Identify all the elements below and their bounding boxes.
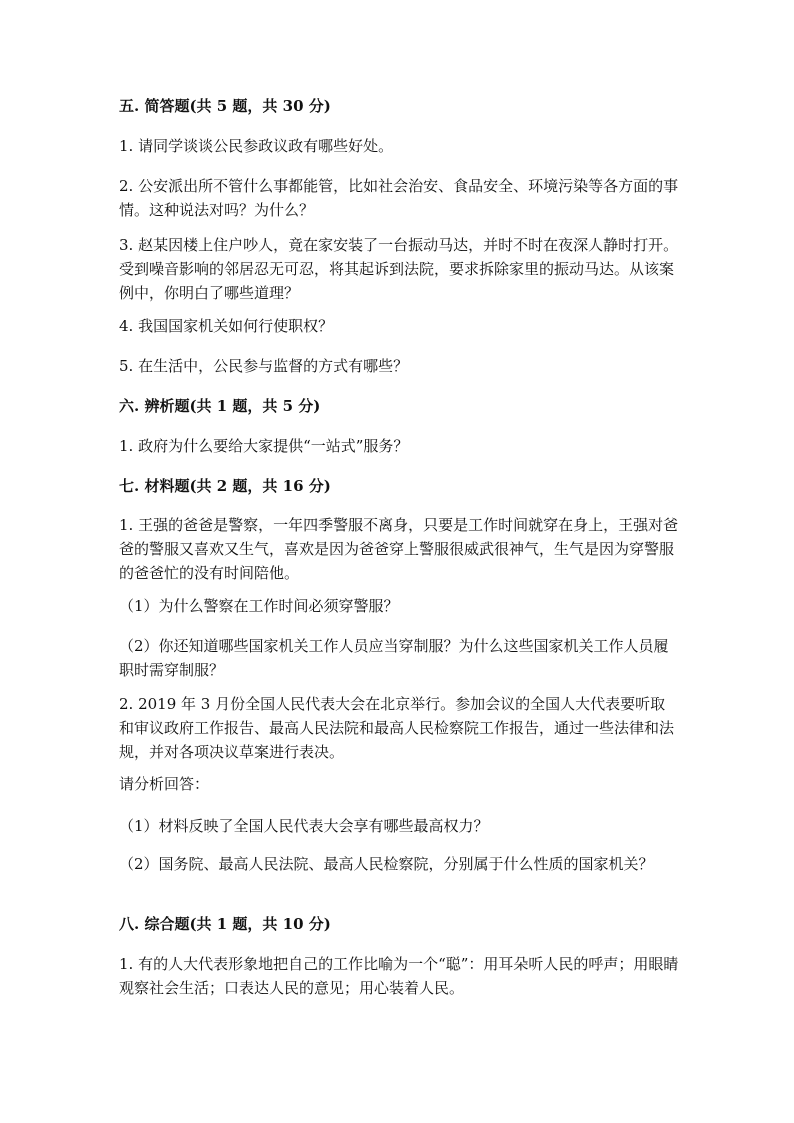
question-7-1-sub-1: （1）为什么警察在工作时间必须穿警服？ — [119, 597, 399, 615]
section-7-heading: 七. 材料题(共 2 题，共 16 分) — [119, 477, 331, 495]
question-6-1: 1. 政府为什么要给大家提供“一站式”服务？ — [119, 437, 409, 455]
section-6-heading: 六. 辨析题(共 1 题，共 5 分) — [119, 397, 321, 415]
question-5-2: 2. 公安派出所不管什么事都能管，比如社会治安、食品安全、环境污染等各方面的事情。这种说法对吗？为什么？ — [119, 177, 679, 219]
question-5-5: 5. 在生活中，公民参与监督的方式有哪些？ — [119, 357, 409, 375]
question-8-1: 1. 有的人大代表形象地把自己的工作比喻为一个“聪”：用耳朵听人民的呼声；用眼睛观察社会生活；口表达人民的意见；用心装着人民。 — [119, 955, 679, 997]
question-7-2-prompt: 请分析回答： — [119, 775, 210, 793]
question-7-1: 1. 王强的爸爸是警察，一年四季警服不离身，只要是工作时间就穿在身上，王强对爸爸的警服又喜欢又生气，喜欢是因为爸爸穿上警服很威武很神气，生气是因为穿警服的爸爸忙的没有时间陪他。 — [119, 516, 679, 582]
question-5-4: 4. 我国国家机关如何行使职权？ — [119, 317, 334, 335]
question-7-2-sub-2: （2）国务院、最高人民法院、最高人民检察院，分别属于什么性质的国家机关？ — [119, 855, 654, 873]
question-5-3: 3. 赵某因楼上住户吵人，竟在家安装了一台振动马达，并时不时在夜深人静时打开。受到噪音影响的邻居忍无可忍，将其起诉到法院，要求拆除家里的振动马达。从该案例中，你明白了哪些道理？ — [119, 236, 679, 302]
question-7-2: 2. 2019 年 3 月份全国人民代表大会在北京举行。参加会议的全国人大代表要听取和审议政府工作报告、最高人民法院和最高人民检察院工作报告，通过一些法律和法规，并对各项决议草案进行表决。 — [119, 695, 675, 761]
section-5-heading: 五. 简答题(共 5 题，共 30 分) — [119, 97, 331, 115]
question-5-1: 1. 请同学谈谈公民参政议政有哪些好处。 — [119, 137, 394, 155]
question-7-1-sub-2: （2）你还知道哪些国家机关工作人员应当穿制服？为什么这些国家机关工作人员履职时需穿制服？ — [119, 637, 669, 679]
section-8-heading: 八. 综合题(共 1 题，共 10 分) — [119, 915, 331, 933]
question-7-2-sub-1: （1）材料反映了全国人民代表大会享有哪些最高权力？ — [119, 817, 489, 835]
